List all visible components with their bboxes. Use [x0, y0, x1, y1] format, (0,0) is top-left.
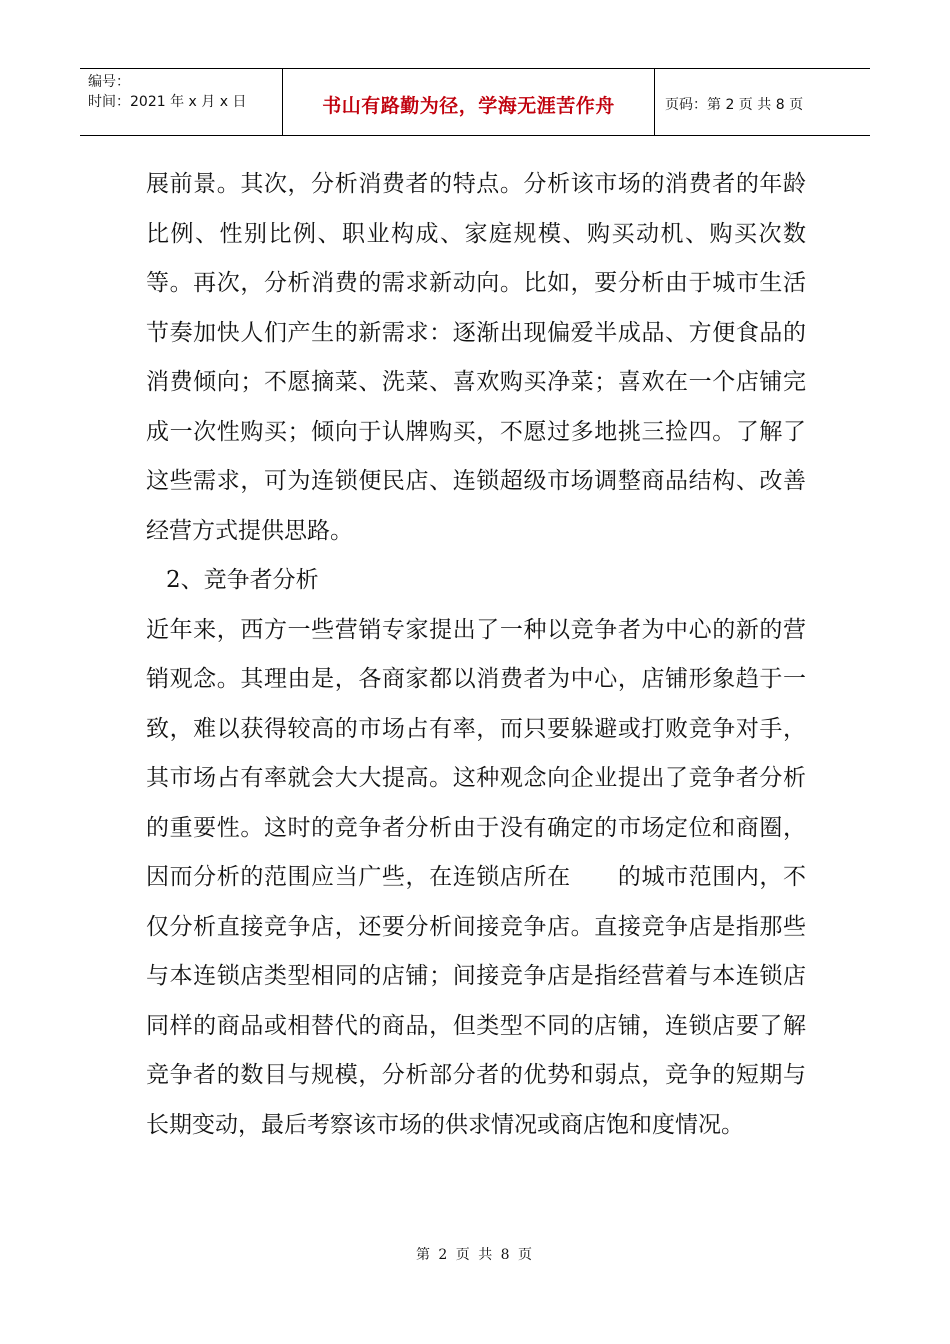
- time-label: 时间：2021 年 x 月 x 日: [88, 94, 247, 110]
- number-label: 编号：: [88, 74, 130, 90]
- paragraph-competitor-analysis: 近年来，西方一些营销专家提出了一种以竞争者为中心的新的营销观念。其理由是，各商家都以消费者为中心，店铺形象趋于一致，难以获得较高的市场占有率，而只要躲避或打败竞争对手，其市场占有率就会大大提高。这种观念向企业提出了竞争者分析的重要性。这时的竞争者分析由于没有确定的市场定位和商圈，因而分析的范围应当广些，在连锁店所在 的城市范围内，不仅分析直接竞争店，还要分析间接竞争店。直接竞争店是指那些与本连锁店类型相同的店铺；间接竞争店是指经营着与本连锁店同样的商品或相替代的商品，但类型不同的店铺，连锁店要了解竞争者的数目与规模，分析部分者的优势和弱点，竞争的短期与长期变动，最后考察该市场的供求情况或商店饱和度情况。: [146, 616, 806, 1138]
- paragraph-consumer-analysis: 展前景。其次，分析消费者的特点。分析该市场的消费者的年龄比例、性别比例、职业构成、家庭规模、购买动机、购买次数等。再次，分析消费的需求新动向。比如，要分析由于城市生活节奏加快人们产生的新需求：逐渐出现偏爱半成品、方便食品的消费倾向；不愿摘菜、洗菜、喜欢购买净菜；喜欢在一个店铺完成一次性购买；倾向于认牌购买，不愿过多地挑三捡四。了解了这些需求，可为连锁便民店、连锁超级市场调整商品结构、改善经营方式提供思路。: [146, 171, 806, 544]
- header-meta-cell: [80, 69, 283, 135]
- motto-text: 书山有路勤为径，学海无涯苦作舟: [322, 94, 615, 117]
- page-footer: 第 2 页 共 8 页: [415, 1247, 535, 1263]
- header-motto-cell: [283, 69, 655, 135]
- document-header: [80, 68, 870, 136]
- section-heading-competitor-analysis: 2、竞争者分析: [166, 567, 319, 593]
- page-code: 页码：第 2 页 共 8 页: [665, 97, 804, 113]
- document-body: [146, 160, 806, 1150]
- header-page-cell: [655, 69, 870, 135]
